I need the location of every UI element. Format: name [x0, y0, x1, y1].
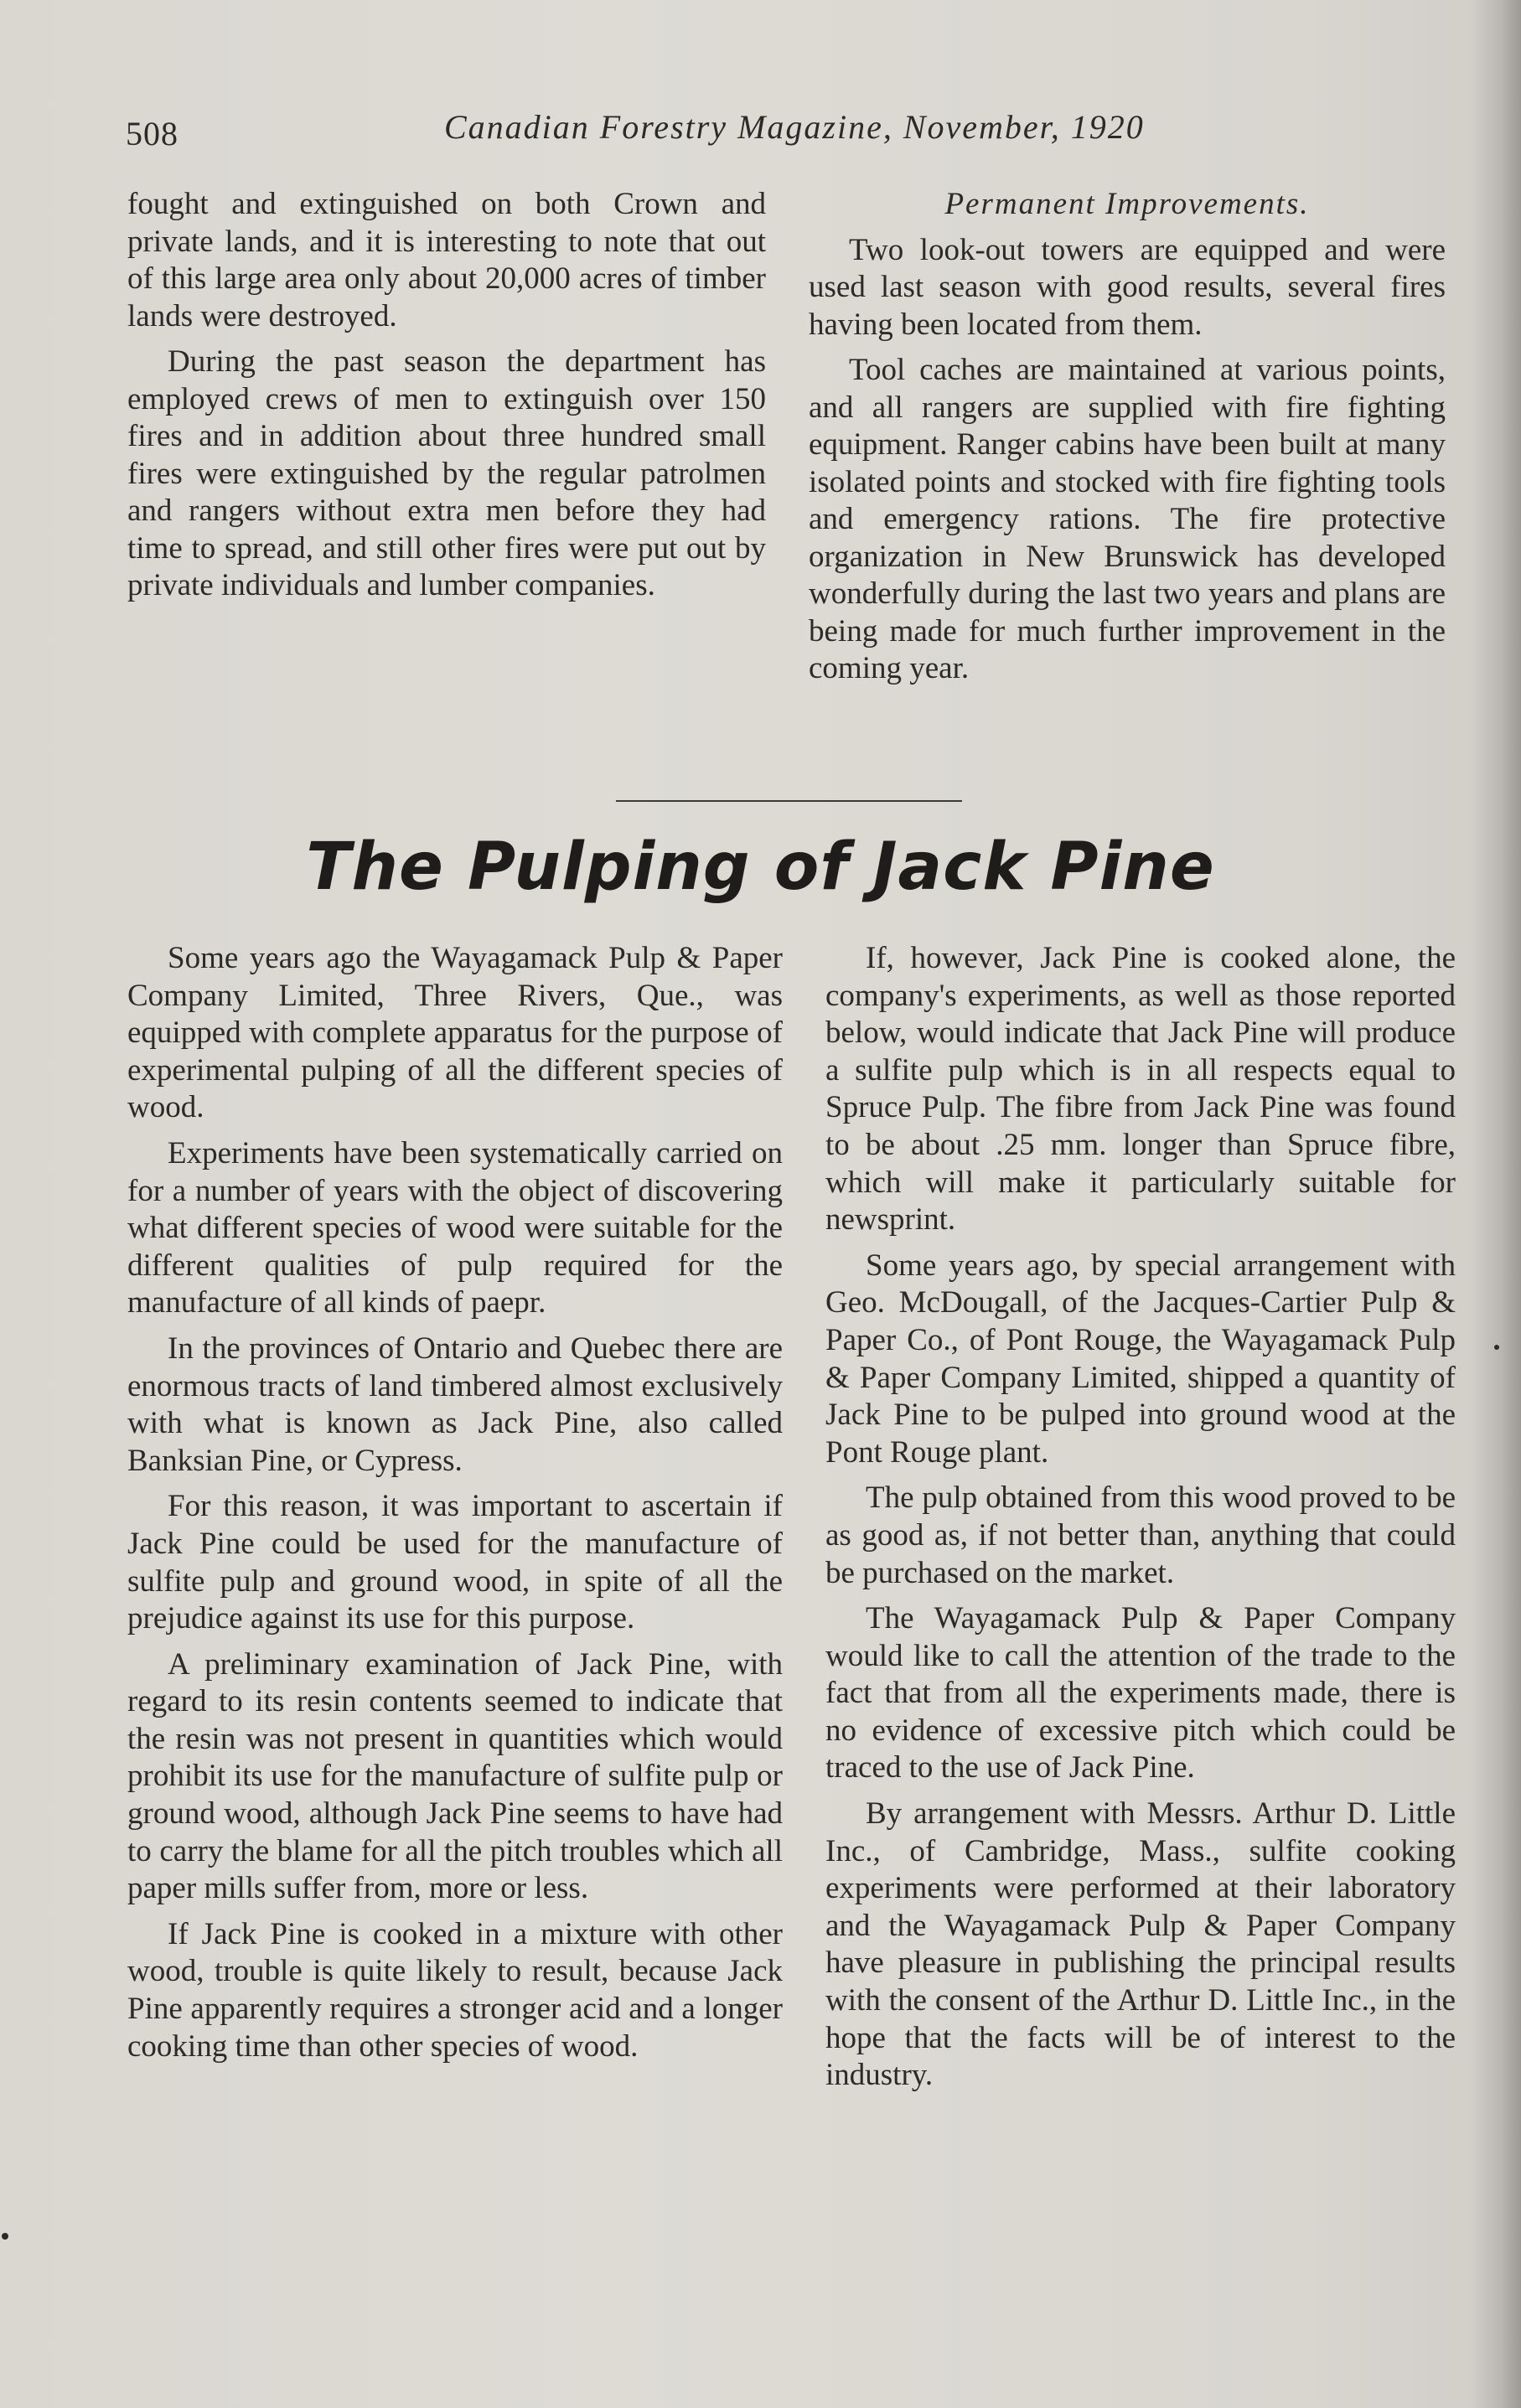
paragraph: A preliminary examination of Jack Pine, with regard to its resin contents seemed to indicate that the resin was not present in quantities which would prohibit its use for the manufacture of sulfite pulp or ground wood, although Jack Pine seems to have had to carry the blame for all the pitch troubles which all paper mills suffer from, more or less.: [127, 1646, 783, 1906]
page-edge-shadow: [1471, 0, 1521, 2408]
article-right-column: [825, 940, 1456, 2103]
paragraph: In the provinces of Ontario and Quebec there are enormous tracts of land timbered almost exclusively with what is known as Jack Pine, also called Banksian Pine, or Cypress.: [127, 1331, 783, 1478]
top-right-column: [809, 186, 1446, 696]
paragraph: Some years ago the Wayagamack Pulp & Paper Company Limited, Three Rivers, Que., was equipped with complete apparatus for the purpose of experimental pulping of all the different species of wood.: [127, 941, 783, 1125]
paragraph: During the past season the department has employed crews of men to extinguish over 150 fires and in addition about three hundred small fires were extinguished by the regular patrolmen and rangers without extra men before they had time to spread, and still other fires were put out by private individuals and lumber companies.: [127, 344, 766, 602]
section-divider: [616, 800, 962, 802]
paragraph: If Jack Pine is cooked in a mixture with other wood, trouble is quite likely to result, because Jack Pine apparently requires a stronger acid and a longer cooking time than other species of wood.: [127, 1916, 783, 2064]
section-heading: Permanent Improvements.: [944, 187, 1310, 221]
paragraph: Some years ago, by special arrangement with Geo. McDougall, of the Jacques-Cartier Pulp & Paper Co., of Pont Rouge, the Wayagamack Pulp & Paper Company Limited, shipped a quantity of Jack Pine to be pulped into ground wood at the Pont Rouge plant.: [825, 1248, 1456, 1470]
paragraph: Two look-out towers are equipped and were used last season with good results, several fires having been located from them.: [809, 232, 1446, 342]
margin-speck: [1494, 1345, 1499, 1350]
article-title-text: The Pulping of Jack Pine: [306, 829, 1215, 905]
paragraph: If, however, Jack Pine is cooked alone, the company's experiments, as well as those reported below, would indicate that Jack Pine will produce a sulfite pulp which is in all respects equal to Spruce Pulp. The fibre from Jack Pine was found to be about .25 mm. longer than Spruce fibre, which will make it particularly suitable for newsprint.: [825, 941, 1456, 1238]
paragraph: Experiments have been systematically carried on for a number of years with the object of discovering what different species of wood were suitable for the different qualities of pulp required for the manufacture of all kinds of paepr.: [127, 1135, 783, 1320]
top-left-column: [127, 186, 766, 613]
paragraph: fought and extinguished on both Crown and private lands, and it is interesting to note that out of this large area only about 20,000 acres of timber lands were destroyed.: [127, 187, 766, 333]
page-number: 508: [126, 115, 178, 152]
page-header: [126, 107, 1190, 158]
article-title: [0, 829, 1521, 905]
binding-hole-mark: [2, 2233, 8, 2240]
article-left-column: [127, 940, 783, 2074]
paragraph: By arrangement with Messrs. Arthur D. Little Inc., of Cambridge, Mass., sulfite cooking experiments were performed at their laboratory and the Wayagamack Pulp & Paper Company have pleasure in publishing the principal results with the consent of the Arthur D. Little Inc., in the hope that the facts will be of interest to the industry.: [825, 1796, 1456, 2093]
paragraph: The Wayagamack Pulp & Paper Company would like to call the attention of the trade to the fact that from all the experiments made, there is no evidence of excessive pitch which could be traced to the use of Jack Pine.: [825, 1601, 1456, 1785]
paragraph: The pulp obtained from this wood proved to be as good as, if not better than, anything that could be purchased on the market.: [825, 1480, 1456, 1590]
running-head: Canadian Forestry Magazine, November, 1920: [444, 108, 1145, 146]
paragraph: For this reason, it was important to ascertain if Jack Pine could be used for the manufacture of sulfite pulp and ground wood, in spite of all the prejudice against its use for this purpose.: [127, 1489, 783, 1636]
paragraph: Tool caches are maintained at various points, and all rangers are supplied with fire fighting equipment. Ranger cabins have been built at many isolated points and stocked with fire fighting tools and emergency rations. The fire protective organization in New Brunswick has developed wonderfully during the last two years and plans are being made for much further improvement in the coming year.: [809, 353, 1446, 685]
